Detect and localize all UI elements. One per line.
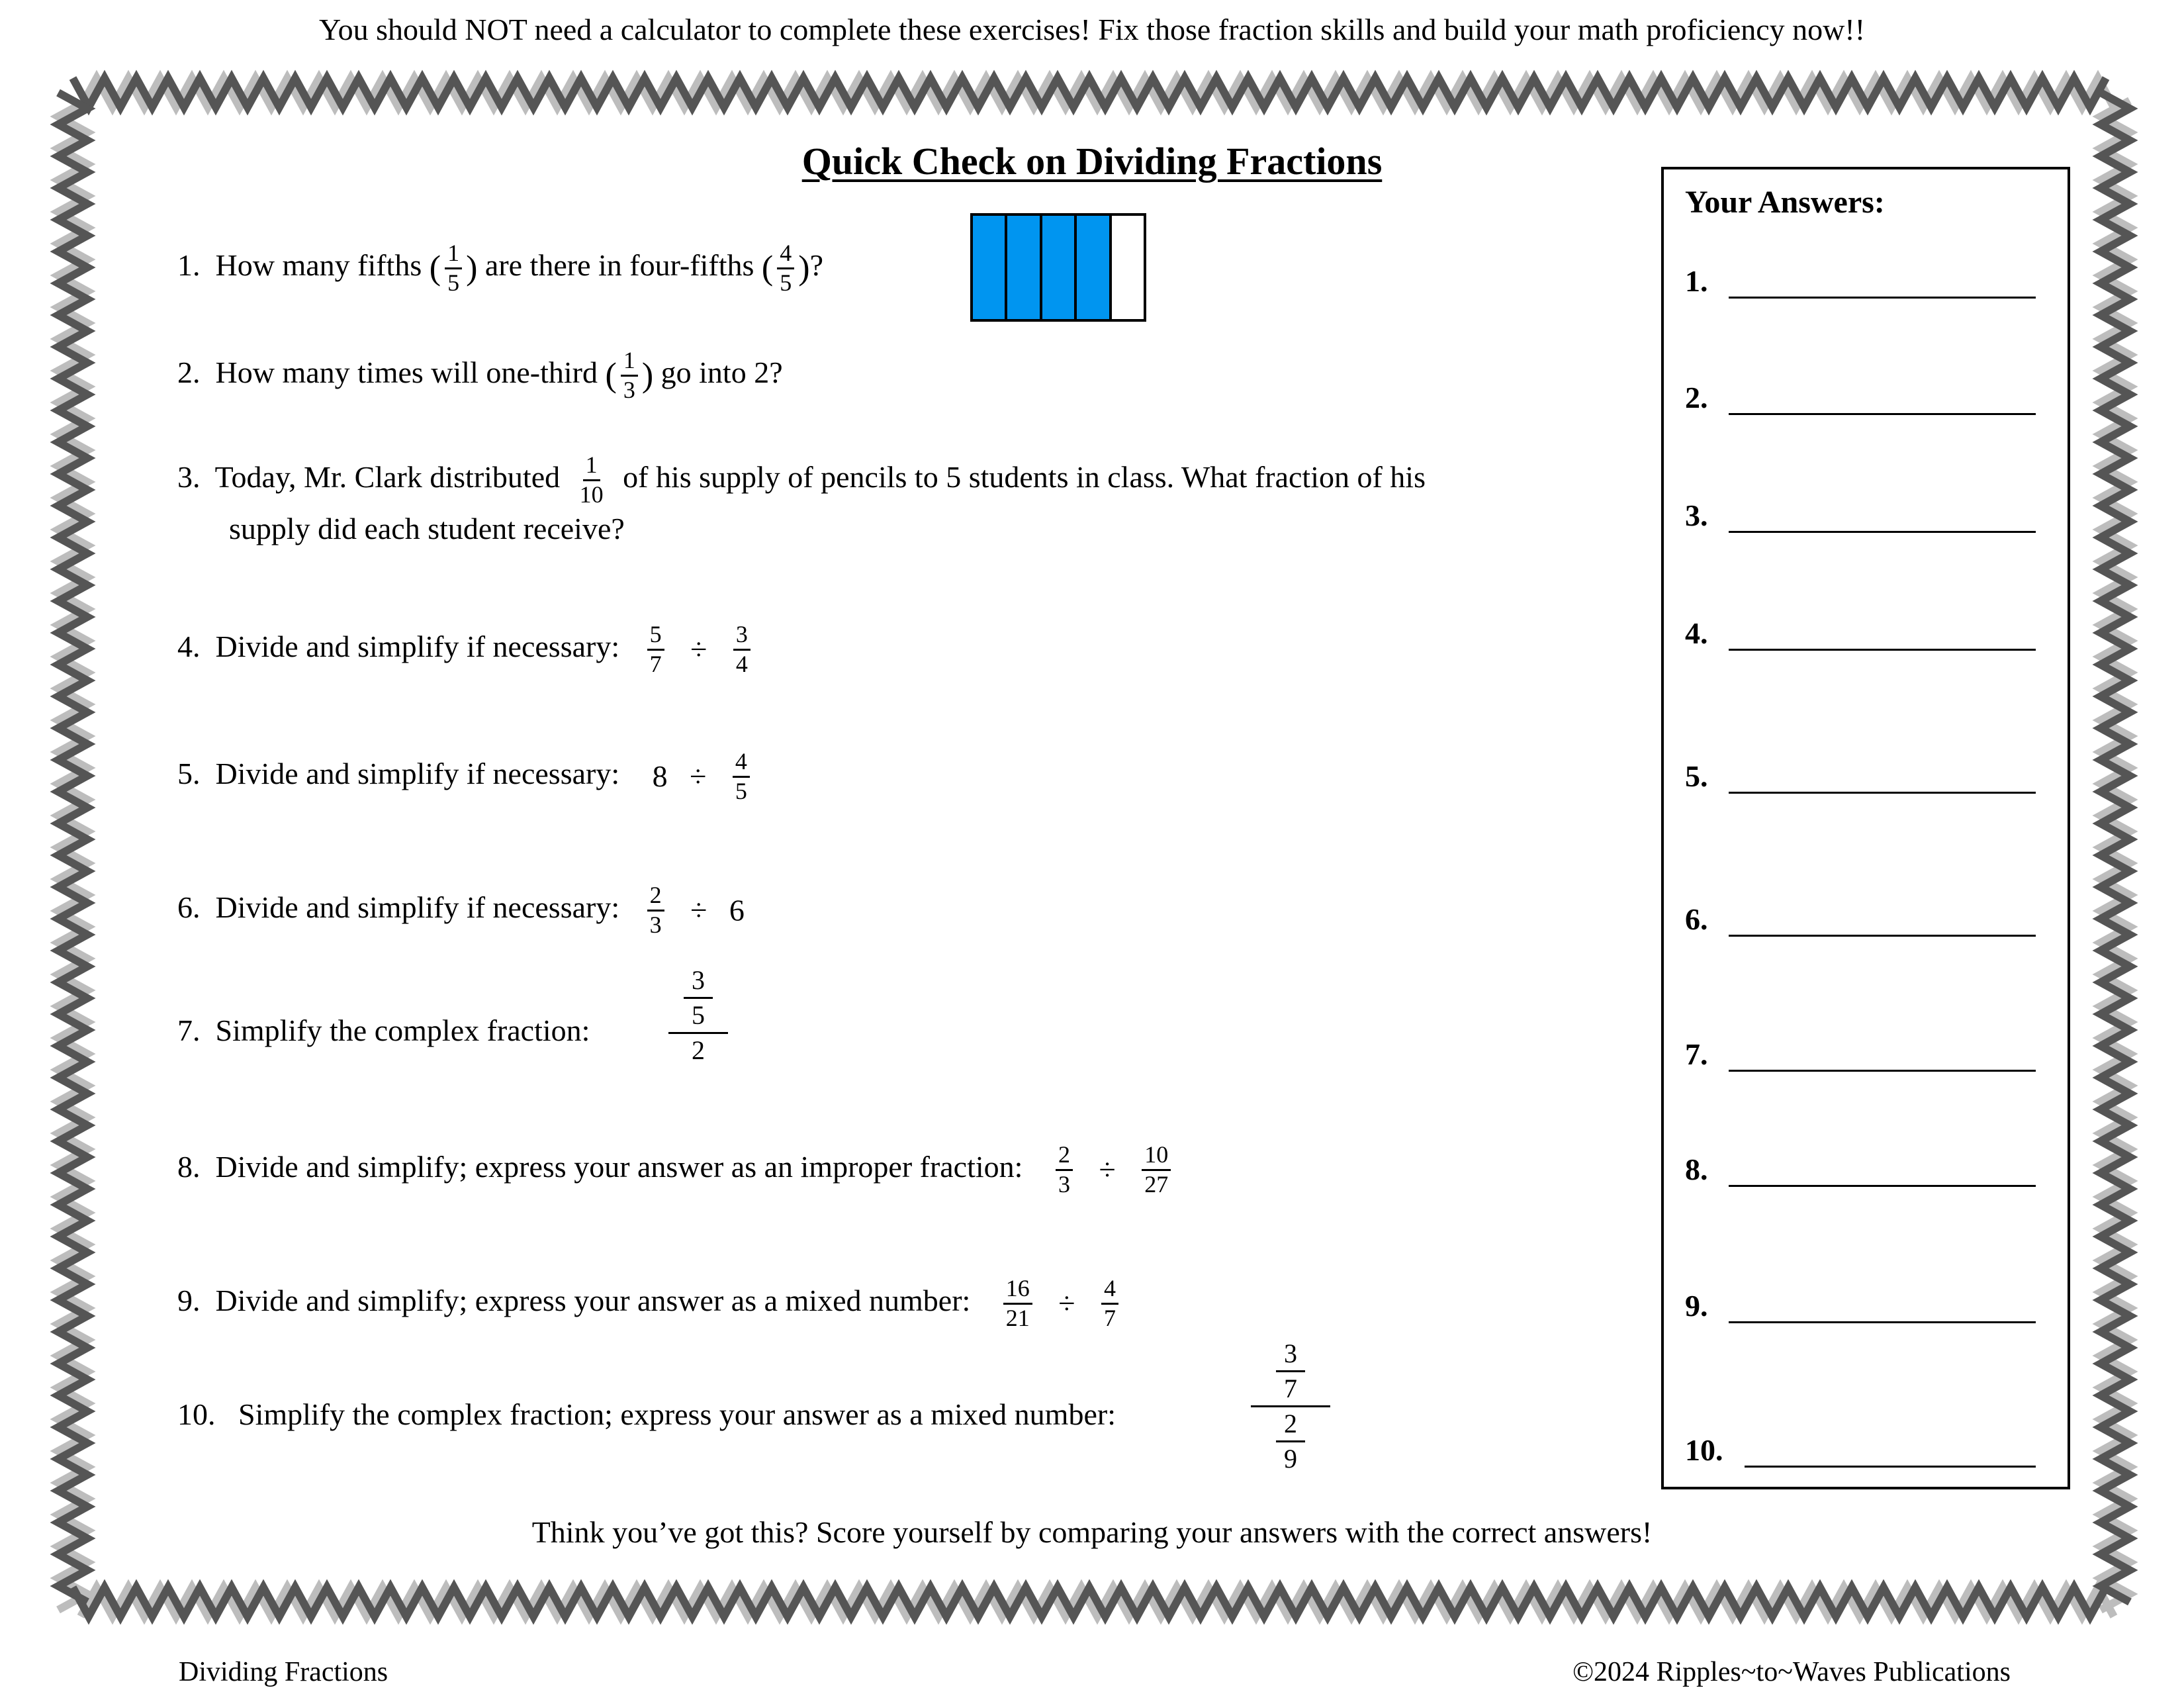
answer-blank-line[interactable] [1729, 649, 2036, 651]
fraction-bar-model [970, 213, 1146, 322]
answer-label: 1. [1685, 264, 1708, 298]
question-text: Divide and simplify if necessary: [215, 629, 620, 663]
question-number: 1. [177, 248, 201, 282]
fraction: $\frac{5}{7}$ [647, 622, 664, 677]
answer-blank-line[interactable] [1729, 1185, 2036, 1187]
question-8: 8. Divide and simplify; express your answer as an improper fraction: $\frac{2}{3}$ ÷ $\frac{10}{27}$ [177, 1143, 1175, 1197]
question-10: 10. Simplify the complex fraction; express your answer as a mixed number: [177, 1397, 1116, 1431]
question-text: Divide and simplify; express your answer as a mixed number: [215, 1283, 971, 1317]
top-note: You should NOT need a calculator to complete these exercises! Fix those fraction skills and build your math proficiency now!! [318, 13, 1866, 46]
divide-symbol: ÷ [1058, 1286, 1075, 1321]
whole-number: 6 [729, 893, 745, 927]
question-text: Today, Mr. Clark distributed [214, 459, 561, 494]
footer-title: Dividing Fractions [179, 1657, 388, 1687]
answer-label: 2. [1685, 381, 1708, 414]
footer-copyright: ©2024 Ripples~to~Waves Publications [1572, 1657, 2011, 1687]
fraction: $\frac{4}{5}$ [777, 241, 794, 296]
question-9: 9. Divide and simplify; express your answer as a mixed number: $\frac{16}{21}$ ÷ $\frac{4}{7}$ [177, 1276, 1122, 1331]
divide-symbol: ÷ [690, 632, 707, 667]
unshaded-segment [1112, 216, 1144, 319]
question-3-line-2: supply did each student receive? [229, 512, 625, 545]
fraction: $\frac{2}{3}$ [647, 883, 664, 938]
question-text: Divide and simplify if necessary: [215, 890, 620, 924]
complex-fraction-7: 3 5 2 [668, 966, 728, 1064]
answer-label: 10. [1685, 1433, 1723, 1467]
fraction: $\frac{4}{5}$ [733, 749, 750, 804]
question-text: How many times will one-third [215, 355, 598, 389]
answer-label: 7. [1685, 1037, 1708, 1071]
fraction: $\frac{4}{7}$ [1101, 1276, 1118, 1331]
question-text: Divide and simplify; express your answer as an improper fraction: [215, 1149, 1023, 1184]
answer-label: 3. [1685, 498, 1708, 532]
answers-title: Your Answers: [1685, 185, 1885, 220]
answer-label: 8. [1685, 1152, 1708, 1186]
divide-symbol: ÷ [690, 893, 707, 927]
question-6: 6. Divide and simplify if necessary: $\frac{2}{3}$ ÷ 6 [177, 882, 745, 938]
question-text: go into 2? [660, 355, 783, 389]
shaded-segment [973, 216, 1007, 319]
question-5: 5. Divide and simplify if necessary: 8 ÷ $\frac{4}{5}$ [177, 749, 754, 804]
answer-label: 6. [1685, 902, 1708, 936]
fraction: $\frac{1}{5}$ [445, 241, 462, 296]
divide-symbol: ÷ [690, 759, 707, 794]
fraction: $\frac{10}{27}$ [1142, 1143, 1171, 1197]
answer-blank-line[interactable] [1745, 1466, 2036, 1468]
answer-label: 9. [1685, 1289, 1708, 1323]
fraction: $\frac{1}{3}$ [621, 348, 638, 403]
whole-number: 8 [652, 759, 668, 794]
question-2: 2. How many times will one-third ( $\frac{1}{3}$ ) go into 2? [177, 347, 783, 403]
question-text: Simplify the complex fraction: [215, 1013, 590, 1047]
question-text: are there in four-fifths [484, 248, 754, 282]
answer-blank-line[interactable] [1729, 1321, 2036, 1323]
complex-fraction-10: 3 7 2 9 [1251, 1340, 1330, 1473]
answer-blank-line[interactable] [1729, 935, 2036, 937]
worksheet-title: Quick Check on Dividing Fractions [801, 140, 1383, 183]
fraction: $\frac{2}{3}$ [1056, 1143, 1073, 1197]
question-7: 7. Simplify the complex fraction: [177, 1013, 590, 1047]
shaded-segment [1042, 216, 1077, 319]
answer-blank-line[interactable] [1729, 531, 2036, 533]
shaded-segment [1007, 216, 1042, 319]
fraction: $\frac{1}{10}$ [579, 451, 604, 508]
question-3: 3. Today, Mr. Clark distributed $\frac{1}{10}$ of his supply of pencils to 5 students in class. What fraction of his [177, 451, 1426, 508]
answer-blank-line[interactable] [1729, 413, 2036, 415]
shaded-segment [1077, 216, 1111, 319]
question-text: of his supply of pencils to 5 students in class. What fraction of his [623, 459, 1426, 494]
answer-label: 4. [1685, 616, 1708, 650]
bottom-note: Think you’ve got this? Score yourself by comparing your answers with the correct answers! [531, 1515, 1653, 1549]
question-1: 1. How many fifths ( $\frac{1}{5}$ ) are there in four-fifths ( $\frac{4}{5}$ )? [177, 240, 823, 296]
fraction: $\frac{16}{21}$ [1003, 1276, 1032, 1331]
question-text: How many fifths [215, 248, 422, 282]
question-4: 4. Divide and simplify if necessary: $\frac{5}{7}$ ÷ $\frac{3}{4}$ [177, 622, 754, 677]
question-text: Divide and simplify if necessary: [215, 756, 620, 790]
answer-blank-line[interactable] [1729, 297, 2036, 299]
answers-box [1661, 167, 2070, 1489]
answer-blank-line[interactable] [1729, 1070, 2036, 1072]
fraction: $\frac{3}{4}$ [733, 622, 751, 677]
answer-blank-line[interactable] [1729, 792, 2036, 794]
question-text: Simplify the complex fraction; express your answer as a mixed number: [238, 1397, 1116, 1431]
divide-symbol: ÷ [1099, 1152, 1116, 1187]
answer-label: 5. [1685, 759, 1708, 793]
